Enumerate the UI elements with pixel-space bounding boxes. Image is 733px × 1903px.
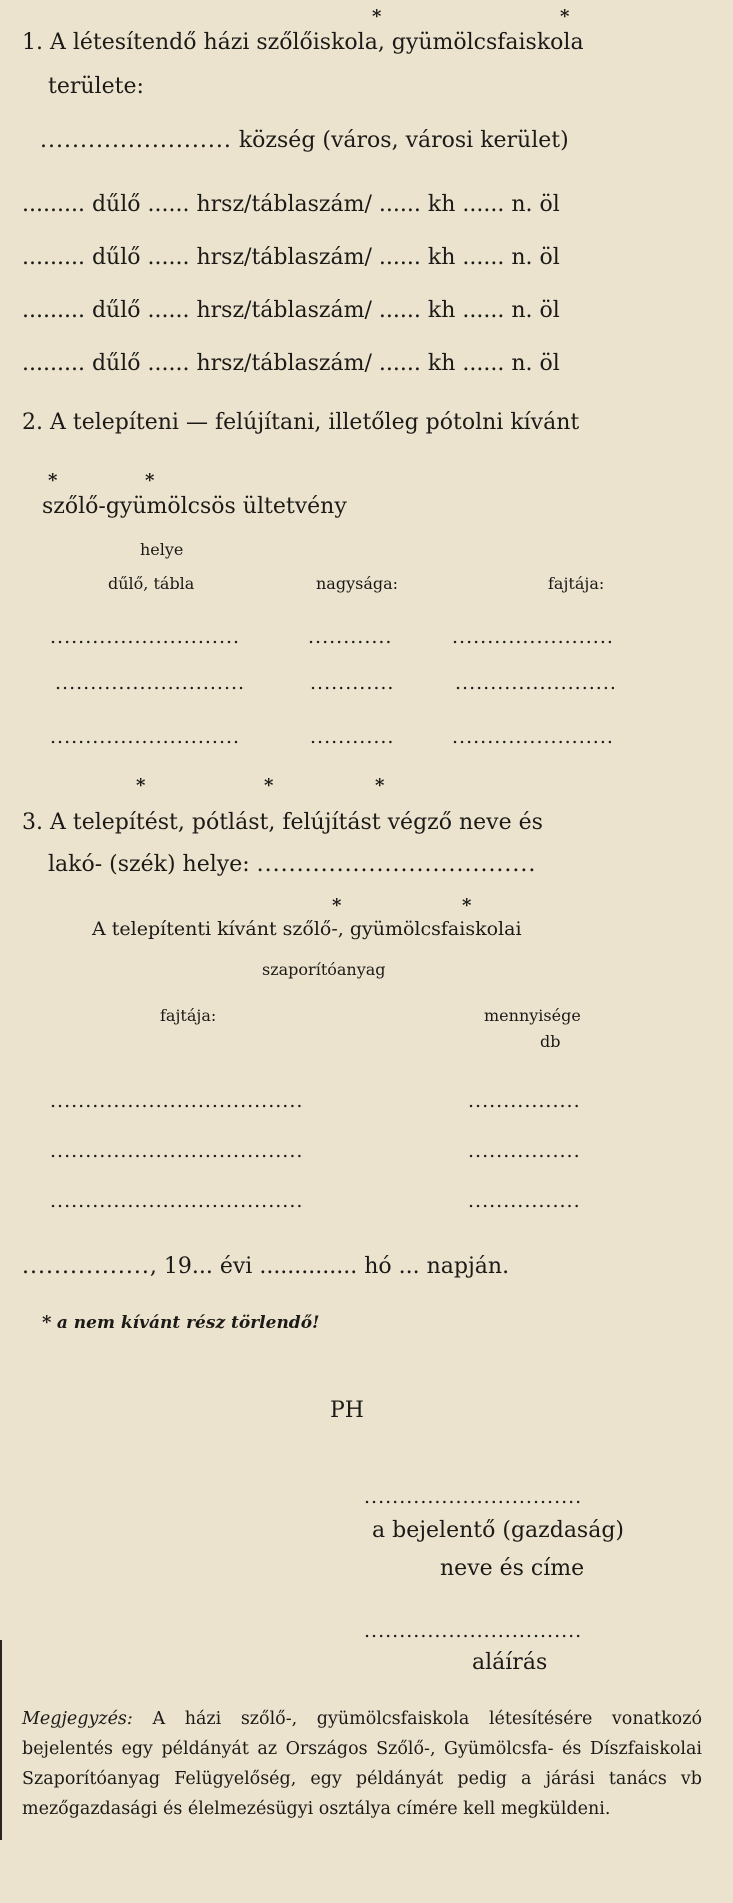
nol-label: n. öl xyxy=(511,245,560,270)
hrsz-label: hrsz/táblaszám/ xyxy=(196,192,372,217)
fill-dots: ............ xyxy=(308,626,393,648)
fill-dots: ....................... xyxy=(452,726,614,748)
fill-dots: ................ xyxy=(468,1140,581,1162)
fill-dots: .................................... xyxy=(50,1140,304,1162)
day-label: hó ... napján. xyxy=(364,1254,510,1279)
fill-dots: ........................ xyxy=(40,128,232,153)
section2-subtitle: szőlő-gyümölcsös ültetvény xyxy=(42,494,347,519)
col-fajtaja: fajtája: xyxy=(160,1006,217,1025)
section3-title-cont xyxy=(48,852,536,877)
kh-label: kh xyxy=(427,298,456,323)
section3-subtitle: A telepítenti kívánt szőlő-, gyümölcsfaiskolai xyxy=(92,918,522,940)
fill-dots: ......... xyxy=(22,192,85,217)
fill-dots: .............. xyxy=(259,1254,358,1279)
note-paragraph xyxy=(22,1704,702,1824)
nol-label: n. öl xyxy=(511,192,560,217)
footnote xyxy=(42,1312,320,1333)
section3-subtitle-cont: szaporítóanyag xyxy=(262,960,386,979)
fill-dots: ........................... xyxy=(55,672,246,694)
delete-marker: * xyxy=(136,775,146,796)
parcel-row xyxy=(22,298,560,323)
fill-dots: ................................... xyxy=(256,852,537,877)
fill-dots: ...... xyxy=(147,245,190,270)
section1-title-cont: területe: xyxy=(48,74,144,99)
fill-dots: ......... xyxy=(22,351,85,376)
fill-dots: .................................... xyxy=(50,1190,304,1212)
delete-marker: * xyxy=(462,895,472,916)
col-fajtaja: fajtája: xyxy=(548,574,605,593)
note-label: Megjegyzés: xyxy=(22,1709,133,1729)
fill-dots: ............................... xyxy=(364,1486,583,1508)
notifier-label-cont: neve és címe xyxy=(440,1556,585,1581)
fill-dots: ...... xyxy=(147,192,190,217)
notifier-label: a bejelentő (gazdaság) xyxy=(372,1518,625,1543)
dulo-label: dűlő xyxy=(91,351,141,376)
delete-marker: * xyxy=(560,6,570,27)
section2-title: 2. A telepíteni — felújítani, illetőleg pótolni kívánt xyxy=(22,410,580,435)
section1-title: 1. A létesítendő házi szőlőiskola, gyümölcsfaiskola xyxy=(22,30,584,55)
date-line xyxy=(22,1254,509,1279)
parcel-row xyxy=(22,351,560,376)
fill-dots: ................ xyxy=(468,1190,581,1212)
fill-dots: ........................... xyxy=(50,726,241,748)
hrsz-label: hrsz/táblaszám/ xyxy=(196,298,372,323)
fill-dots: ......... xyxy=(22,245,85,270)
fill-dots: ...... xyxy=(462,298,505,323)
fill-dots: ....................... xyxy=(455,672,617,694)
kozseg-line xyxy=(40,128,569,153)
dulo-label: dűlő xyxy=(91,192,141,217)
fill-dots: ........................... xyxy=(50,626,241,648)
stamp-placeholder: PH xyxy=(330,1398,364,1423)
delete-marker: * xyxy=(42,1312,52,1333)
dulo-label: dűlő xyxy=(91,245,141,270)
fill-dots: ...... xyxy=(378,351,421,376)
year-label: , 19... évi xyxy=(149,1254,253,1279)
fill-dots: ...... xyxy=(462,351,505,376)
hrsz-label: hrsz/táblaszám/ xyxy=(196,351,372,376)
kh-label: kh xyxy=(427,192,456,217)
nol-label: n. öl xyxy=(511,298,560,323)
fill-dots: ................ xyxy=(468,1090,581,1112)
delete-marker: * xyxy=(48,470,58,491)
delete-marker: * xyxy=(264,775,274,796)
delete-marker: * xyxy=(332,895,342,916)
fill-dots: ............ xyxy=(310,726,395,748)
delete-marker: * xyxy=(145,470,155,491)
note-text: A házi szőlő-, gyümölcsfaiskola létesítésére vonatkozó bejelentés egy példányát az Országos Szőlő-, Gyümölcsfa- és Díszfaiskolai Szaporítóanyag Felügyelőség, egy példányát pedig a járási tanács vb mezőgazdasági és élelmezésügyi osztálya címére kell megküldeni. xyxy=(22,1709,702,1819)
fill-dots: ................ xyxy=(22,1254,150,1279)
parcel-row xyxy=(22,192,560,217)
kozseg-label: község (város, városi kerület) xyxy=(238,128,569,153)
delete-marker: * xyxy=(375,775,385,796)
page-edge-line xyxy=(0,1640,2,1840)
footnote-text: a nem kívánt rész törlendő! xyxy=(56,1313,320,1333)
fill-dots: ...... xyxy=(462,245,505,270)
col-db: db xyxy=(540,1032,561,1051)
fill-dots: ...... xyxy=(462,192,505,217)
fill-dots: ...... xyxy=(378,192,421,217)
fill-dots: .................................... xyxy=(50,1090,304,1112)
nol-label: n. öl xyxy=(511,351,560,376)
hrsz-label: hrsz/táblaszám/ xyxy=(196,245,372,270)
signature-label: aláírás xyxy=(472,1650,548,1675)
col-nagysaga: nagysága: xyxy=(316,574,399,593)
col-mennyisege: mennyisége xyxy=(484,1006,581,1025)
fill-dots: ...... xyxy=(147,298,190,323)
kh-label: kh xyxy=(427,351,456,376)
delete-marker: * xyxy=(372,6,382,27)
fill-dots: ......... xyxy=(22,298,85,323)
fill-dots: ....................... xyxy=(452,626,614,648)
fill-dots: ...... xyxy=(378,245,421,270)
fill-dots: ............................... xyxy=(364,1620,583,1642)
parcel-row xyxy=(22,245,560,270)
lakohely-label: lakó- (szék) helye: xyxy=(48,852,250,877)
fill-dots: ...... xyxy=(147,351,190,376)
col-dulo-tabla: dűlő, tábla xyxy=(108,574,195,593)
fill-dots: ...... xyxy=(378,298,421,323)
dulo-label: dűlő xyxy=(91,298,141,323)
fill-dots: ............ xyxy=(310,672,395,694)
helye-label: helye xyxy=(140,540,184,559)
kh-label: kh xyxy=(427,245,456,270)
section3-title: 3. A telepítést, pótlást, felújítást végző neve és xyxy=(22,810,543,835)
